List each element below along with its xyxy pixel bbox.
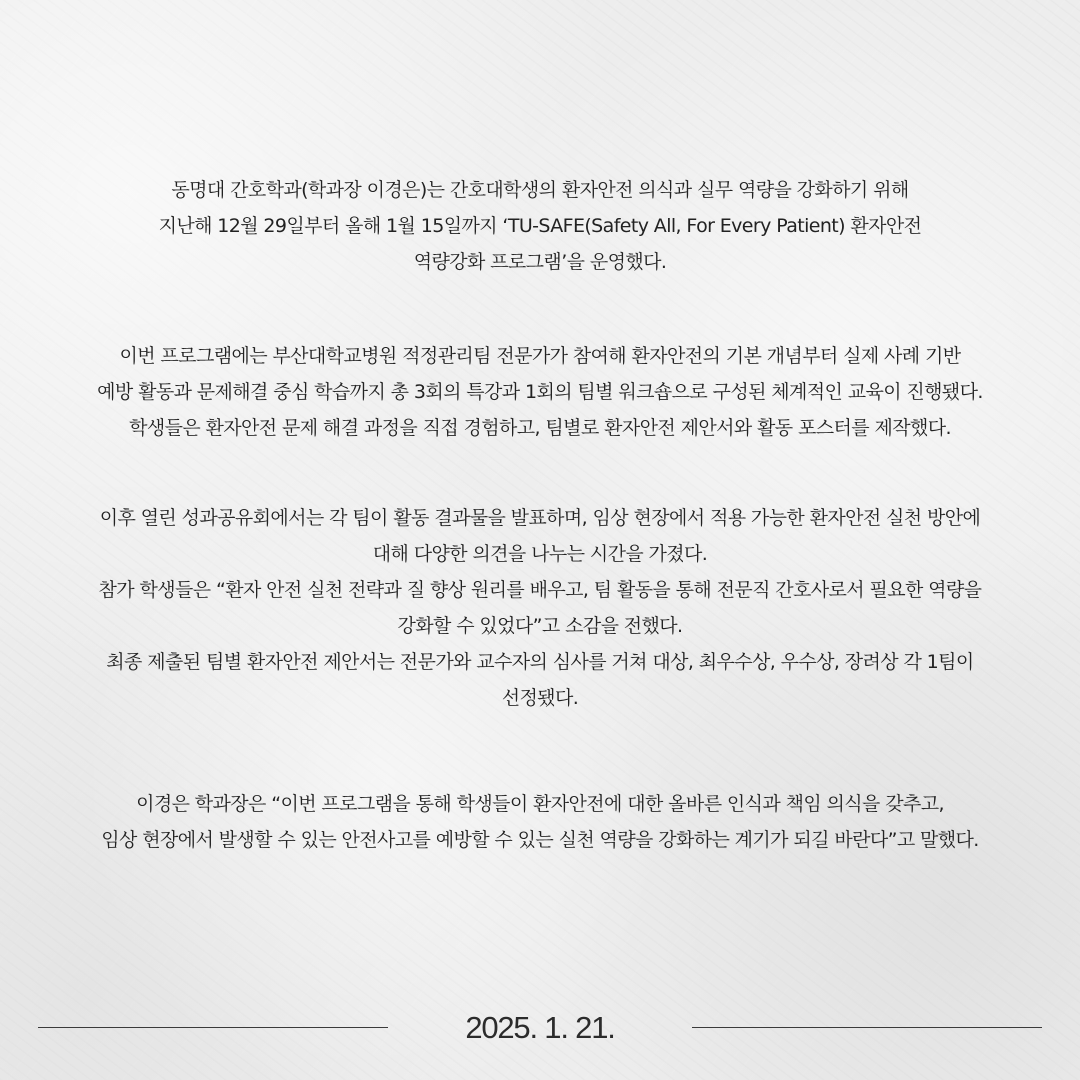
- text-line: 최종 제출된 팀별 환자안전 제안서는 전문가와 교수자의 심사를 거쳐 대상, 최우수상, 우수상, 장려상 각 1팀이: [106, 651, 974, 673]
- text-line: 지난해 12월 29일부터 올해 1월 15일까지 ‘TU-SAFE(Safety All, For Every Patient) 환자안전: [158, 215, 922, 237]
- text-line: 임상 현장에서 발생할 수 있는 안전사고를 예방할 수 있는 실천 역량을 강화하는 계기가 되길 바란다”고 말했다.: [101, 829, 979, 851]
- divider-left: [38, 1027, 388, 1028]
- paragraph-results: [0, 500, 1080, 716]
- text-line: 예방 활동과 문제해결 중심 학습까지 총 3회의 특강과 1회의 팀별 워크숍으로 구성된 체계적인 교육이 진행됐다.: [97, 381, 983, 403]
- paragraph-program-details: [0, 338, 1080, 446]
- text-line: 역량강화 프로그램’을 운영했다.: [413, 251, 667, 273]
- text-line: 선정됐다.: [501, 687, 579, 709]
- text-line: 이경은 학과장은 “이번 프로그램을 통해 학생들이 환자안전에 대한 올바른 인식과 책임 의식을 갖추고,: [136, 793, 944, 815]
- text-line: 강화할 수 있었다”고 소감을 전했다.: [397, 615, 683, 637]
- text-line: 이번 프로그램에는 부산대학교병원 적정관리팀 전문가가 참여해 환자안전의 기본 개념부터 실제 사례 기반: [119, 345, 961, 367]
- text-line: 학생들은 환자안전 문제 해결 과정을 직접 경험하고, 팀별로 환자안전 제안서와 활동 포스터를 제작했다.: [129, 417, 951, 439]
- text-line: 참가 학생들은 “환자 안전 실천 전략과 질 향상 원리를 배우고, 팀 활동을 통해 전문직 간호사로서 필요한 역량을: [98, 579, 982, 601]
- text-line: 이후 열린 성과공유회에서는 각 팀이 활동 결과물을 발표하며, 임상 현장에서 적용 가능한 환자안전 실천 방안에: [99, 507, 981, 529]
- publish-date: 2025. 1. 21.: [465, 1010, 615, 1045]
- text-line: 대해 다양한 의견을 나누는 시간을 가졌다.: [372, 543, 708, 565]
- divider-right: [692, 1027, 1042, 1028]
- paragraph-intro: [0, 172, 1080, 280]
- text-line: 동명대 간호학과(학과장 이경은)는 간호대학생의 환자안전 의식과 실무 역량을 강화하기 위해: [171, 179, 909, 201]
- paragraph-quote: [0, 786, 1080, 858]
- footer: [0, 1000, 1080, 1056]
